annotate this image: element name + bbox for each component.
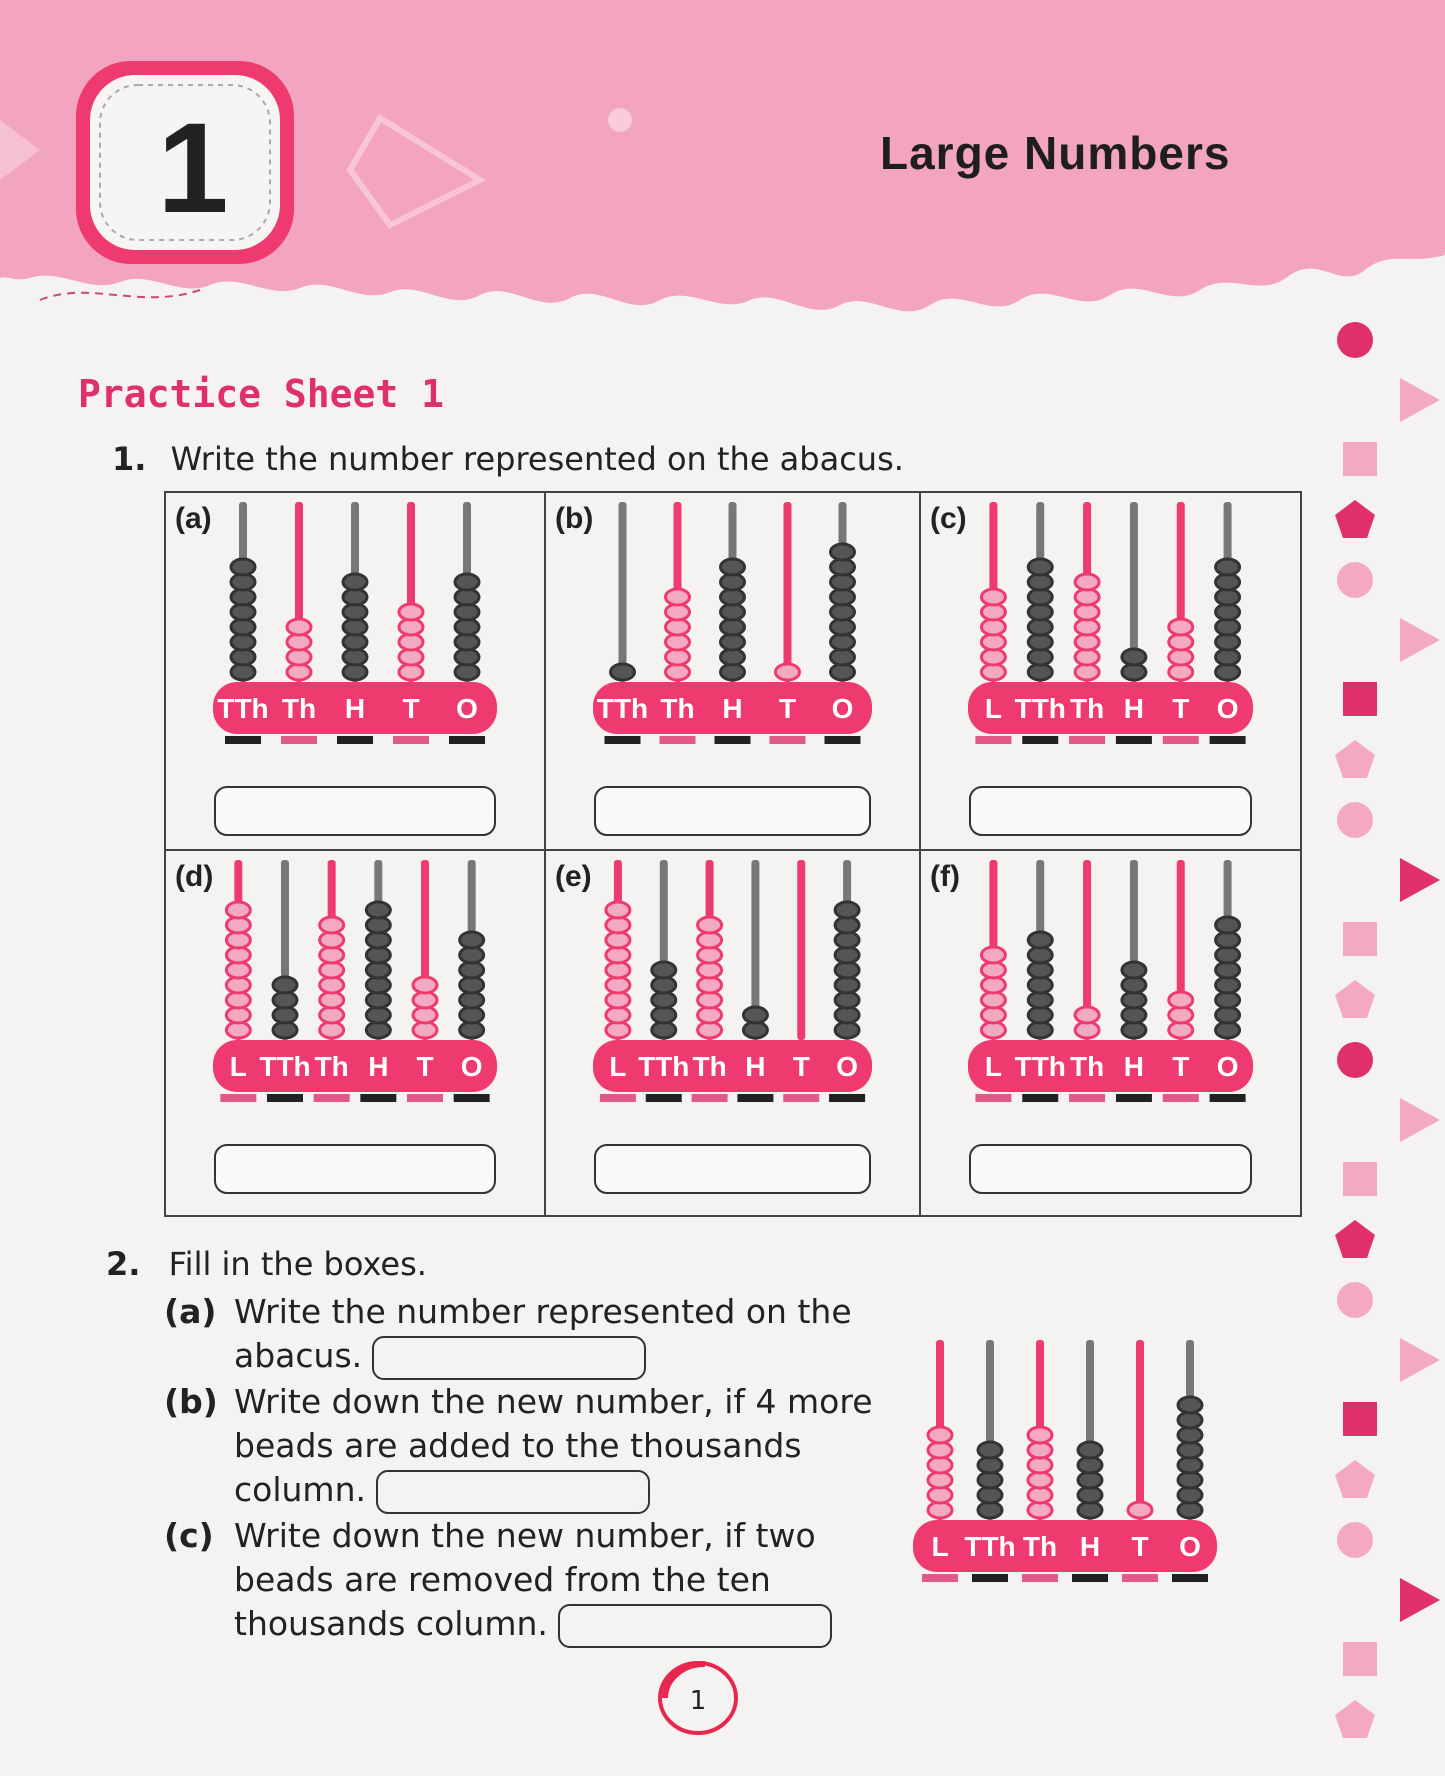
abacus-foot: [225, 736, 261, 744]
deco-triangle: [1400, 618, 1440, 662]
abacus-label: (d): [175, 860, 214, 893]
abacus-column-label: O: [1216, 1051, 1239, 1082]
abacus-column-label: L: [931, 1531, 949, 1562]
question-1-text: Write the number represented on the abacus.: [170, 440, 904, 478]
abacus-(f): [968, 860, 1253, 1102]
abacus-bead: [698, 917, 722, 933]
part-c-line-3: thousands column.: [234, 1604, 548, 1643]
part-a-line-2: abacus.: [234, 1336, 363, 1375]
abacus-bead: [1078, 1442, 1102, 1458]
abacus-column-label: O: [1179, 1531, 1201, 1562]
abacus-foot: [825, 736, 861, 744]
abacus-bead: [231, 559, 255, 575]
answer-box-1-(d)[interactable]: [215, 1145, 495, 1193]
chapter-title: Large Numbers: [880, 127, 1231, 179]
question-2: [106, 1245, 427, 1283]
abacus-bead: [978, 1442, 1002, 1458]
abacus-foot: [1210, 1094, 1246, 1102]
answer-box-c[interactable]: [558, 1604, 832, 1648]
question-1: [112, 440, 904, 478]
page-number: 1: [689, 1686, 707, 1716]
decorative-shapes-strip: [1315, 320, 1445, 1776]
answer-box-1-(c)[interactable]: [970, 787, 1251, 835]
part-b-label: (b): [164, 1382, 218, 1421]
answer-box-1-(e)[interactable]: [595, 1145, 870, 1193]
deco-square: [1343, 1642, 1377, 1676]
abacus-column-label: H: [1079, 1531, 1101, 1562]
deco-triangle: [1400, 1098, 1440, 1142]
abacus-(d): [213, 860, 497, 1102]
abacus-column-label: Th: [1069, 693, 1105, 724]
abacus-bead: [666, 589, 690, 605]
question-2-number: 2.: [106, 1245, 141, 1283]
abacus-column-label: H: [1123, 693, 1145, 724]
part-a-label: (a): [164, 1292, 217, 1331]
deco-triangle: [1400, 1338, 1440, 1382]
abacus-column-label: Th: [1022, 1531, 1058, 1562]
abacus-column-label: Th: [1069, 1051, 1105, 1082]
abacus-column-label: T: [416, 1051, 434, 1082]
abacus-column-label: L: [229, 1051, 247, 1082]
abacus-foot: [1072, 1574, 1108, 1582]
abacus-foot: [829, 1094, 865, 1102]
abacus-foot: [337, 736, 373, 744]
abacus-(b): [593, 502, 872, 744]
deco-square: [1343, 442, 1377, 476]
abacus-bead: [1122, 649, 1146, 665]
abacus-bead: [1075, 574, 1099, 590]
abacus-bead: [460, 932, 484, 948]
abacus-foot: [783, 1094, 819, 1102]
answer-box-b[interactable]: [376, 1470, 650, 1514]
abacus-bead: [1216, 559, 1240, 575]
abacus-bead: [1178, 1397, 1202, 1413]
abacus-foot: [407, 1094, 443, 1102]
abacus-bead: [611, 664, 635, 680]
deco-pentagon: [1335, 740, 1375, 778]
answer-box-1-(b)[interactable]: [595, 787, 870, 835]
abacus-foot: [1069, 1094, 1105, 1102]
abacus-foot: [314, 1094, 350, 1102]
abacus-column-label: T: [402, 693, 420, 724]
deco-triangle: [1400, 858, 1440, 902]
abacus-(a): [213, 502, 497, 744]
abacus-label: (b): [555, 502, 594, 535]
abacus-rod-T: [797, 860, 805, 1040]
abacus-column-label: O: [831, 693, 854, 724]
abacus-column-label: TTh: [217, 693, 269, 724]
abacus-foot: [281, 736, 317, 744]
abacus-bead: [366, 902, 390, 918]
deco-square: [1343, 1402, 1377, 1436]
abacus-bead: [1075, 1007, 1099, 1023]
deco-pentagon: [1335, 1700, 1375, 1738]
abacus-bead: [652, 962, 676, 978]
abacus-base: [213, 1040, 497, 1092]
abacus-foot: [737, 1094, 773, 1102]
abacus-label: (e): [555, 860, 592, 893]
deco-circle: [1337, 802, 1373, 838]
deco-square: [1343, 682, 1377, 716]
deco-circle: [1337, 1042, 1373, 1078]
abacus-rod-T: [1136, 1340, 1144, 1520]
abacus-foot: [1022, 736, 1058, 744]
abacus-foot: [770, 736, 806, 744]
abacus-column-label: O: [456, 693, 478, 724]
abacus-foot: [975, 736, 1011, 744]
part-b-line-2: beads are added to the thousands: [234, 1426, 802, 1465]
abacus-foot: [220, 1094, 256, 1102]
abacus-label: (f): [930, 860, 960, 893]
part-b-line-1: Write down the new number, if 4 more: [234, 1382, 873, 1421]
abacus-(c): [968, 502, 1253, 744]
abacus-bead: [226, 902, 250, 918]
abacus-bead: [1128, 1502, 1152, 1518]
deco-triangle: [1400, 1578, 1440, 1622]
part-a-line-1: Write the number represented on the: [234, 1292, 852, 1331]
abacus-column-label: TTh: [1014, 1051, 1066, 1082]
abacus-foot: [393, 736, 429, 744]
abacus-label: (a): [175, 502, 212, 535]
abacus-foot: [1116, 736, 1152, 744]
abacus-bead: [320, 917, 344, 933]
abacus-foot: [1163, 1094, 1199, 1102]
abacus-foot: [449, 736, 485, 744]
chapter-number: 1: [157, 97, 229, 240]
abacus-column-label: T: [1172, 1051, 1190, 1082]
abacus-foot: [1022, 1574, 1058, 1582]
abacus-column-label: T: [778, 693, 797, 724]
deco-circle: [1337, 562, 1373, 598]
part-c-label: (c): [164, 1516, 214, 1555]
practice-sheet-title: Practice Sheet 1: [78, 372, 445, 416]
abacus-column-label: H: [745, 1051, 766, 1082]
question-1-number: 1.: [112, 440, 147, 478]
abacus-column-label: TTh: [259, 1051, 311, 1082]
abacus-bead: [776, 664, 800, 680]
abacus-bead: [455, 574, 479, 590]
abacus-foot: [267, 1094, 303, 1102]
answer-box-1-(a)[interactable]: [215, 787, 495, 835]
abacus-foot: [1172, 1574, 1208, 1582]
abacus-bead: [287, 619, 311, 635]
abacus-bead: [1169, 619, 1193, 635]
abacus-bead: [721, 559, 745, 575]
abacus-bead: [928, 1427, 952, 1443]
abacus-bead: [831, 544, 855, 560]
abacus-column-label: H: [368, 1051, 389, 1082]
abacus-column-label: Th: [281, 693, 317, 724]
abacus-bead: [1028, 932, 1052, 948]
abacus-column-label: T: [792, 1051, 810, 1082]
deco-pentagon: [1335, 1220, 1375, 1258]
abacus-bead: [981, 947, 1005, 963]
deco-square: [1343, 922, 1377, 956]
abacus-column-label: TTh: [964, 1531, 1016, 1562]
abacus-column-label: Th: [660, 693, 695, 724]
abacus-q2: [913, 1340, 1217, 1582]
part-b-line-3: column.: [234, 1470, 366, 1509]
abacus-bead: [743, 1007, 767, 1023]
abacus-(e): [593, 860, 872, 1102]
abacus-bead: [343, 574, 367, 590]
abacus-column-label: O: [836, 1051, 858, 1082]
abacus-rod-T: [784, 502, 792, 682]
abacus-column-label: H: [1123, 1051, 1145, 1082]
abacus-bead: [835, 902, 859, 918]
abacus-column-label: TTh: [638, 1051, 690, 1082]
abacus-foot: [1122, 1574, 1158, 1582]
abacus-foot: [1116, 1094, 1152, 1102]
abacus-foot: [1069, 736, 1105, 744]
abacus-column-label: Th: [692, 1051, 727, 1082]
abacus-column-label: T: [1131, 1531, 1149, 1562]
abacus-foot: [975, 1094, 1011, 1102]
abacus-foot: [715, 736, 751, 744]
abacus-foot: [692, 1094, 728, 1102]
abacus-foot: [605, 736, 641, 744]
abacus-column-label: H: [344, 693, 366, 724]
deco-circle: [1337, 1522, 1373, 1558]
abacus-foot: [972, 1574, 1008, 1582]
abacus-foot: [454, 1094, 490, 1102]
abacus-bead: [1216, 917, 1240, 933]
abacus-base: [593, 1040, 872, 1092]
abacus-column-label: TTh: [1014, 693, 1066, 724]
part-c-line-2: beads are removed from the ten: [234, 1560, 771, 1599]
abacus-bead: [399, 604, 423, 620]
deco-pentagon: [1335, 500, 1375, 538]
deco-pentagon: [1335, 1460, 1375, 1498]
abacus-label: (c): [930, 502, 967, 535]
question-2-text: Fill in the boxes.: [168, 1245, 427, 1283]
abacus-column-label: Th: [314, 1051, 349, 1082]
abacus-foot: [646, 1094, 682, 1102]
abacus-column-label: L: [609, 1051, 627, 1082]
abacus-rod-TTh: [619, 502, 627, 682]
deco-triangle: [1400, 378, 1440, 422]
part-c-line-1: Write down the new number, if two: [234, 1516, 816, 1555]
abacus-column-label: T: [1172, 693, 1190, 724]
abacus-foot: [1022, 1094, 1058, 1102]
abacus-column-label: TTh: [596, 693, 649, 724]
answer-box-1-(f)[interactable]: [970, 1145, 1251, 1193]
abacus-grid: [163, 490, 1303, 1218]
abacus-foot: [600, 1094, 636, 1102]
abacus-foot: [1163, 736, 1199, 744]
abacus-bead: [1169, 992, 1193, 1008]
abacus-bead: [606, 902, 630, 918]
abacus-column-label: O: [1216, 693, 1239, 724]
abacus-bead: [981, 589, 1005, 605]
question-2-abacus: [895, 1310, 1235, 1610]
abacus-column-label: L: [984, 693, 1002, 724]
abacus-foot: [660, 736, 696, 744]
abacus-foot: [360, 1094, 396, 1102]
abacus-foot: [922, 1574, 958, 1582]
abacus-bead: [273, 977, 297, 993]
deco-square: [1343, 1162, 1377, 1196]
abacus-bead: [1028, 1427, 1052, 1443]
abacus-base: [913, 1520, 1217, 1572]
abacus-column-label: H: [722, 693, 743, 724]
abacus-bead: [1028, 559, 1052, 575]
answer-box-a[interactable]: [372, 1336, 646, 1380]
deco-circle: [1337, 1282, 1373, 1318]
abacus-column-label: O: [460, 1051, 483, 1082]
abacus-base: [968, 682, 1253, 734]
abacus-column-label: L: [984, 1051, 1002, 1082]
deco-circle: [1337, 322, 1373, 358]
deco-pentagon: [1335, 980, 1375, 1018]
abacus-base: [968, 1040, 1253, 1092]
abacus-bead: [1122, 962, 1146, 978]
abacus-bead: [413, 977, 437, 993]
abacus-foot: [1210, 736, 1246, 744]
